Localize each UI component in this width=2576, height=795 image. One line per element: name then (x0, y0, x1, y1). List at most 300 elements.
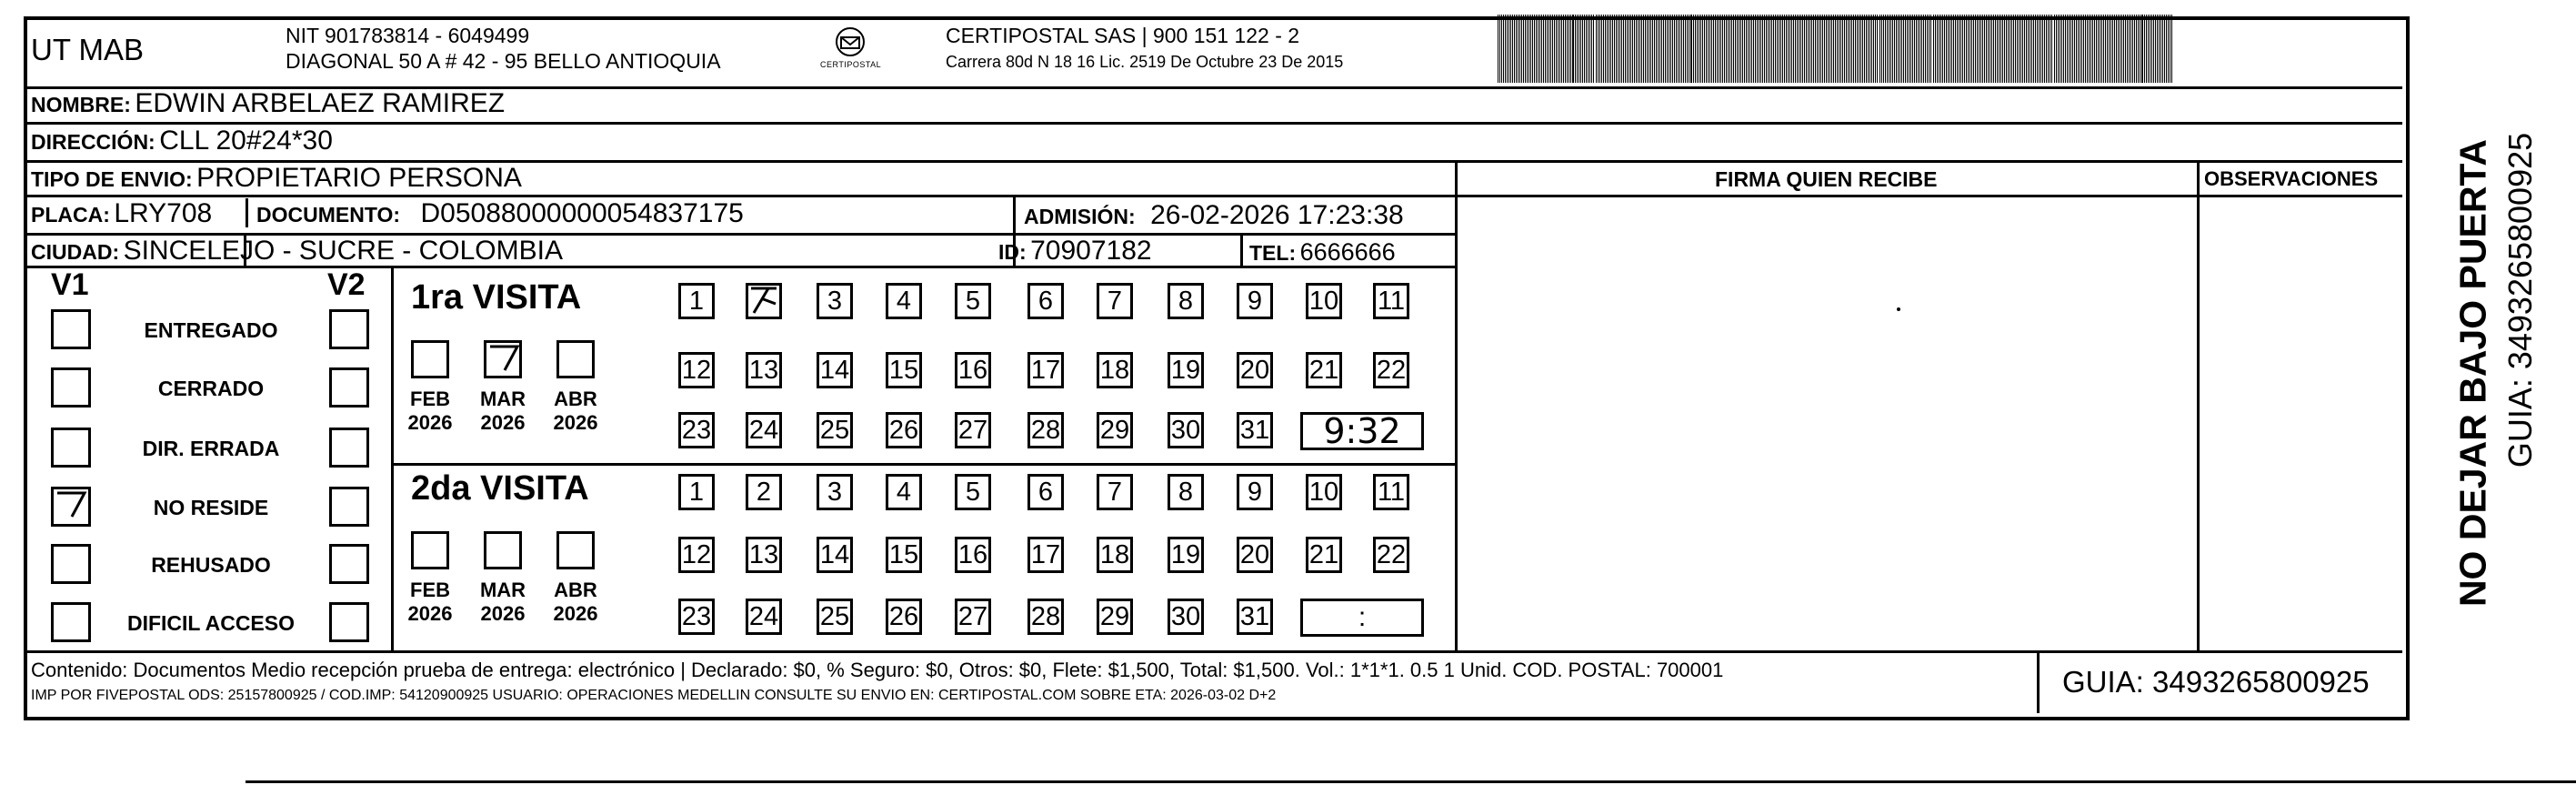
tel-value: 6666666 (1299, 238, 1396, 266)
day-checkbox[interactable]: 13 (746, 537, 782, 573)
barcode-bar (2109, 15, 2110, 83)
barcode-bar (1822, 15, 1823, 83)
barcode-bar (2096, 15, 2097, 83)
barcode-bar (2141, 15, 2143, 83)
barcode-bar (2013, 15, 2014, 83)
day-checkbox[interactable]: 27 (955, 412, 991, 448)
no-dejar-bajo-puerta: NO DEJAR BAJO PUERTA (2451, 138, 2494, 608)
cut-line (246, 780, 2576, 783)
barcode-bar (1831, 15, 1832, 83)
v2-checkbox[interactable] (329, 487, 369, 527)
barcode-bar (2058, 15, 2059, 83)
second-visit-title: 2da VISITA (411, 469, 589, 508)
barcode-bar (1501, 15, 1502, 83)
day-checkbox[interactable]: 6 (1027, 283, 1064, 319)
barcode-bar (2118, 15, 2119, 83)
barcode-bar (1708, 15, 1709, 83)
day-checkbox[interactable]: 9 (1237, 283, 1273, 319)
day-checkbox[interactable]: 14 (817, 352, 853, 388)
day-checkbox[interactable]: 19 (1168, 537, 1204, 573)
barcode-bar (2035, 15, 2036, 83)
barcode-bar (1539, 15, 1540, 83)
month-checkbox[interactable] (484, 340, 522, 378)
barcode-bar (2121, 15, 2122, 83)
barcode-bar (1815, 15, 1816, 83)
barcode-bar (1999, 15, 2000, 83)
v2-checkbox[interactable] (329, 367, 369, 408)
barcode-bar (1824, 15, 1825, 83)
barcode-bar (1851, 15, 1852, 83)
barcode-bar (1658, 15, 1659, 83)
barcode-bar (1674, 15, 1675, 83)
day-checkbox[interactable]: 16 (955, 537, 991, 573)
barcode-bar (1510, 15, 1511, 83)
day-checkbox[interactable]: 8 (1168, 474, 1204, 510)
barcode-bar (1826, 15, 1827, 83)
barcode-bar (1561, 15, 1562, 83)
barcode-bar (1693, 15, 1694, 83)
barcode-bar (1808, 15, 1809, 83)
barcode-bar (1733, 15, 1734, 83)
day-checkbox[interactable]: 13 (746, 352, 782, 388)
barcode-bar (1988, 15, 1989, 83)
barcode-bar (1605, 15, 1606, 83)
barcode-bar (1875, 15, 1876, 83)
company-address: DIAGONAL 50 A # 42 - 95 BELLO ANTIOQUIA (286, 49, 721, 73)
year-label: 2026 (553, 602, 598, 625)
day-checkbox[interactable]: 21 (1306, 537, 1342, 573)
barcode-bar (1627, 15, 1628, 83)
company-name: UT MAB (31, 33, 145, 66)
barcode-bar (1782, 15, 1783, 83)
barcode-bar (1724, 15, 1725, 83)
day-checkbox[interactable]: 8 (1168, 283, 1204, 319)
day-checkbox[interactable]: 4 (886, 283, 922, 319)
barcode-bar (1864, 15, 1865, 83)
barcode-bar (1735, 15, 1736, 83)
barcode-bar (2061, 15, 2062, 83)
barcode-bar (1846, 15, 1847, 83)
day-checkbox[interactable]: 22 (1373, 352, 1409, 388)
day-checkbox[interactable]: 29 (1097, 412, 1133, 448)
barcode-bar (1582, 15, 1583, 83)
v1-checkbox[interactable] (51, 602, 91, 642)
barcode-bar (1849, 15, 1850, 83)
barcode-bar (1918, 15, 1919, 83)
barcode-bar (2129, 15, 2130, 83)
day-checkbox[interactable]: 28 (1027, 412, 1064, 448)
barcode-bar (2037, 15, 2038, 83)
barcode-bar (1601, 15, 1602, 83)
day-checkbox[interactable]: 18 (1097, 352, 1133, 388)
barcode-bar (1773, 15, 1774, 83)
v1-checkbox[interactable] (51, 367, 91, 408)
day-checkbox[interactable]: 15 (886, 352, 922, 388)
v2-checkbox[interactable] (329, 428, 369, 468)
barcode-bar (1944, 15, 1945, 83)
barcode-bar (2011, 15, 2012, 83)
barcode-bar (1661, 15, 1662, 83)
day-checkbox[interactable]: 20 (1237, 537, 1273, 573)
barcode-bar (1948, 15, 1949, 83)
barcode-bar (1789, 15, 1790, 83)
barcode-bar (1619, 15, 1620, 83)
barcode-bar (1964, 15, 1965, 83)
day-checkbox[interactable]: 15 (886, 537, 922, 573)
barcode-bar (1670, 15, 1671, 83)
day-checkbox[interactable]: 27 (955, 599, 991, 635)
v2-checkbox[interactable] (329, 602, 369, 642)
status-label: DIFICIL ACCESO (126, 611, 295, 635)
barcode-bar (2081, 15, 2082, 83)
barcode-bar (2008, 15, 2009, 83)
barcode-bar (1959, 15, 1960, 83)
barcode-bar (1702, 15, 1703, 83)
barcode-bar (1788, 15, 1789, 83)
day-checkbox[interactable]: 17 (1027, 352, 1064, 388)
barcode-bar (2033, 15, 2034, 83)
admision-row (1024, 200, 1404, 231)
month-checkbox[interactable] (411, 340, 449, 378)
day-checkbox[interactable]: 1 (678, 283, 715, 319)
observaciones-header: OBSERVACIONES (2204, 167, 2379, 190)
barcode-bar (1536, 15, 1537, 83)
day-checkbox[interactable]: 26 (886, 599, 922, 635)
barcode-bar (1764, 15, 1765, 83)
barcode-bar (1975, 15, 1976, 83)
barcode-bar (1623, 15, 1624, 83)
barcode-bar (1713, 15, 1714, 83)
barcode-bar (2042, 15, 2043, 83)
barcode-bar (1512, 15, 1513, 83)
barcode-bar (1639, 15, 1640, 83)
barcode-bar (1899, 15, 1900, 83)
barcode-bar (1547, 15, 1548, 83)
barcode-bar (1887, 15, 1888, 83)
barcode-bar (1881, 15, 1882, 83)
barcode-bar (1879, 15, 1880, 83)
day-checkbox[interactable]: 23 (678, 412, 715, 448)
day-checkbox[interactable]: 21 (1306, 352, 1342, 388)
barcode-bar (1751, 15, 1752, 83)
v1-checkbox[interactable] (51, 428, 91, 468)
imp-line: IMP POR FIVEPOSTAL ODS: 25157800925 / COD.IMP: 54120900925 USUARIO: OPERACIONES MEDELLIN CONSULTE SU ENVIO EN: CERTIPOSTAL.COM SOBRE ETA: 2026-03-02 D+2 (31, 688, 1277, 703)
barcode-bar (1817, 15, 1818, 83)
barcode-bar (1731, 15, 1732, 83)
year-label: 2026 (553, 411, 598, 434)
barcode-bar (2094, 15, 2095, 83)
barcode-bar (1746, 15, 1747, 83)
barcode-bar (1910, 15, 1911, 83)
time-field[interactable]: : (1300, 599, 1424, 637)
day-checkbox[interactable]: 24 (746, 412, 782, 448)
barcode-bar (1527, 15, 1528, 83)
barcode-bar (1971, 15, 1972, 83)
barcode-bar (2015, 15, 2016, 83)
month-label: FEB (410, 579, 450, 601)
day-checkbox[interactable]: 19 (1168, 352, 1204, 388)
day-checkbox[interactable]: 30 (1168, 599, 1204, 635)
barcode-bar (1797, 15, 1798, 83)
barcode-bar (2160, 15, 2161, 83)
barcode-bar (1722, 15, 1723, 83)
barcode-bar (1652, 15, 1653, 83)
barcode-bar (1744, 15, 1745, 83)
day-checkbox[interactable]: 1 (678, 474, 715, 510)
day-checkbox[interactable]: 11 (1373, 474, 1409, 510)
day-checkbox[interactable]: 29 (1097, 599, 1133, 635)
day-checkbox[interactable]: 5 (955, 474, 991, 510)
barcode-bar (2166, 15, 2167, 83)
tipo-label: TIPO DE ENVIO: (31, 167, 193, 191)
barcode-bar (1980, 15, 1981, 83)
barcode-bar (1896, 15, 1897, 83)
barcode-bar (1784, 15, 1785, 83)
barcode-bar (1977, 15, 1978, 83)
v2-checkbox[interactable] (329, 544, 369, 584)
barcode-bar (2078, 15, 2079, 83)
day-checkbox[interactable]: 25 (817, 599, 853, 635)
barcode-bar (1923, 15, 1924, 83)
ciudad-value: SINCELEJO - SUCRE - COLOMBIA (123, 236, 563, 266)
barcode-bar (1892, 15, 1893, 83)
day-checkbox[interactable]: 3 (817, 474, 853, 510)
time-field[interactable]: 9:32 (1300, 412, 1424, 450)
day-checkbox[interactable]: 20 (1237, 352, 1273, 388)
documento-value: D05088000000054837175 (420, 198, 744, 228)
barcode-bar (2159, 15, 2160, 83)
barcode-bar (2153, 15, 2154, 83)
barcode-bar (1667, 15, 1668, 83)
day-checkbox[interactable]: 6 (1027, 474, 1064, 510)
barcode-bar (1968, 15, 1969, 83)
barcode-bar (1552, 15, 1553, 83)
day-checkbox[interactable]: 28 (1027, 599, 1064, 635)
barcode-bar (2074, 15, 2075, 83)
barcode-bar (1869, 15, 1870, 83)
day-checkbox[interactable]: 31 (1237, 412, 1273, 448)
day-checkbox[interactable] (746, 283, 782, 319)
barcode-bar (1514, 15, 1515, 83)
barcode-bar (1532, 15, 1533, 83)
barcode-bar (1813, 15, 1814, 83)
barcode-bar (1860, 15, 1861, 83)
month-checkbox[interactable] (411, 531, 449, 569)
day-checkbox[interactable]: 30 (1168, 412, 1204, 448)
barcode-bar (1634, 15, 1635, 83)
month-label: ABR (554, 579, 597, 601)
v2-checkbox[interactable] (329, 309, 369, 349)
barcode-bar (1871, 15, 1872, 83)
barcode-bar (1935, 15, 1936, 83)
barcode-bar (1525, 15, 1526, 83)
day-checkbox[interactable]: 12 (678, 537, 715, 573)
day-checkbox[interactable]: 25 (817, 412, 853, 448)
barcode-bar (2098, 15, 2099, 83)
barcode-bar (1596, 15, 1597, 83)
barcode-bar (1995, 15, 1996, 83)
barcode-bar (1516, 15, 1517, 83)
day-checkbox[interactable]: 9 (1237, 474, 1273, 510)
month-checkbox[interactable] (556, 340, 595, 378)
barcode-bar (2112, 15, 2113, 83)
barcode-bar (2000, 15, 2001, 83)
barcode-bar (2144, 15, 2145, 83)
signature-mark (1897, 307, 1900, 311)
barcode-bar (1729, 15, 1730, 83)
barcode-bar (2076, 15, 2077, 83)
day-checkbox[interactable]: 16 (955, 352, 991, 388)
barcode-bar (1762, 15, 1763, 83)
day-checkbox[interactable]: 18 (1097, 537, 1133, 573)
day-checkbox[interactable]: 5 (955, 283, 991, 319)
barcode-bar (1953, 15, 1954, 83)
day-checkbox[interactable]: 7 (1097, 474, 1133, 510)
barcode-bar (2024, 15, 2025, 83)
v1-checkbox[interactable] (51, 487, 91, 527)
barcode-bar (2020, 15, 2021, 83)
barcode-bar (1704, 15, 1705, 83)
placa-doc-divider (246, 198, 248, 227)
barcode-bar (1848, 15, 1849, 83)
barcode-bar (1877, 15, 1878, 83)
barcode-bar (1681, 15, 1682, 83)
barcode-bar (1757, 15, 1758, 83)
day-checkbox[interactable]: 10 (1306, 283, 1342, 319)
barcode-bar (2072, 15, 2073, 83)
barcode-bar (1868, 15, 1869, 83)
documento-row (256, 198, 744, 229)
day-checkbox[interactable]: 11 (1373, 283, 1409, 319)
day-checkbox[interactable]: 24 (746, 599, 782, 635)
barcode-bar (2090, 15, 2091, 83)
barcode-bar (1577, 15, 1578, 83)
day-checkbox[interactable]: 10 (1306, 474, 1342, 510)
barcode-bar (2054, 15, 2055, 83)
barcode-bar (1933, 15, 1934, 83)
barcode-bar (1903, 15, 1904, 83)
day-checkbox[interactable]: 22 (1373, 537, 1409, 573)
firma-header: FIRMA QUIEN RECIBE (1715, 167, 1938, 191)
side-guia: GUIA: 3493265800925 (2501, 132, 2539, 468)
certipostal-logo (820, 22, 882, 76)
barcode-bar (1584, 15, 1585, 83)
barcode-bar (1820, 15, 1821, 83)
barcode-bar (1599, 15, 1600, 83)
barcode-bar (1993, 15, 1994, 83)
month-checkbox[interactable] (484, 531, 522, 569)
barcode-bar (2092, 15, 2093, 83)
ciudad-row (31, 236, 563, 267)
barcode-bar (1559, 15, 1560, 83)
barcode-bar (1901, 15, 1902, 83)
barcode-bar (1676, 15, 1677, 83)
barcode-bar (1957, 15, 1958, 83)
direccion-value: CLL 20#24*30 (159, 126, 333, 156)
barcode-bar (1940, 15, 1941, 83)
barcode-bar (1951, 15, 1952, 83)
month-label: FEB (410, 387, 450, 410)
v1-checkbox[interactable] (51, 309, 91, 349)
barcode-bar (2136, 15, 2137, 83)
day-checkbox[interactable]: 17 (1027, 537, 1064, 573)
barcode-bar (2114, 15, 2115, 83)
barcode-bar (1618, 15, 1619, 83)
barcode-bar (1650, 15, 1651, 83)
barcode-bar (1766, 15, 1767, 83)
barcode-bar (1612, 15, 1613, 83)
documento-label: DOCUMENTO: (256, 203, 401, 226)
day-checkbox[interactable]: 12 (678, 352, 715, 388)
first-visit-title: 1ra VISITA (411, 278, 582, 317)
barcode-bar (1760, 15, 1761, 83)
barcode-bar (1828, 15, 1829, 83)
day-checkbox[interactable]: 4 (886, 474, 922, 510)
barcode-bar (2019, 15, 2020, 83)
barcode-bar (2044, 15, 2045, 83)
barcode-bar (2134, 15, 2135, 83)
v1-checkbox[interactable] (51, 544, 91, 584)
day-checkbox[interactable]: 2 (746, 474, 782, 510)
barcode-bar (2125, 15, 2126, 83)
barcode-bar (2039, 15, 2040, 83)
day-checkbox[interactable]: 3 (817, 283, 853, 319)
barcode-bar (1753, 15, 1754, 83)
day-checkbox[interactable]: 7 (1097, 283, 1133, 319)
barcode-bar (1914, 15, 1915, 83)
barcode-bar (1580, 15, 1581, 83)
barcode-bar (1912, 15, 1913, 83)
barcode-bar (1885, 15, 1886, 83)
barcode-bar (1663, 15, 1664, 83)
barcode-bar (1737, 15, 1738, 83)
barcode-bar (1545, 15, 1546, 83)
barcode-bar (1809, 15, 1810, 83)
barcode-bar (1966, 15, 1967, 83)
barcode-bar (2070, 15, 2071, 83)
day-checkbox[interactable]: 26 (886, 412, 922, 448)
barcode-bar (1982, 15, 1983, 83)
barcode-bar (1621, 15, 1622, 83)
barcode-bar (1771, 15, 1772, 83)
day-checkbox[interactable]: 31 (1237, 599, 1273, 635)
barcode-bar (1742, 15, 1743, 83)
status-label: NO RESIDE (153, 496, 269, 519)
month-checkbox[interactable] (556, 531, 595, 569)
barcode-bar (1538, 15, 1539, 83)
barcode-bar (1563, 15, 1564, 83)
id-label: ID: (998, 240, 1027, 264)
day-checkbox[interactable]: 23 (678, 599, 715, 635)
placa-row (31, 198, 212, 229)
barcode-bar (2056, 15, 2057, 83)
v2-label: V2 (327, 267, 366, 302)
barcode-bar (1795, 15, 1796, 83)
barcode-bar (1853, 15, 1854, 83)
barcode-bar (1728, 15, 1729, 83)
barcode-bar (1519, 15, 1520, 83)
barcode-bar (1905, 15, 1906, 83)
day-checkbox[interactable]: 14 (817, 537, 853, 573)
barcode-bar (1523, 15, 1524, 83)
barcode-bar (1916, 15, 1917, 83)
barcode-bar (1518, 15, 1519, 83)
barcode-bar (1960, 15, 1961, 83)
barcode-bar (1645, 15, 1646, 83)
barcode-bar (1709, 15, 1710, 83)
ciudad-label: CIUDAD: (31, 240, 120, 264)
barcode-bar (1991, 15, 1992, 83)
